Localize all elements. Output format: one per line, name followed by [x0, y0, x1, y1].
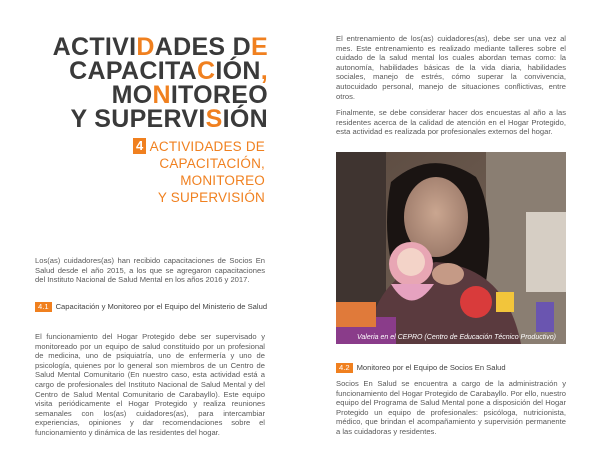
subsection-number-badge: 4.2 — [336, 363, 353, 373]
right-paragraph-2: Finalmente, se debe considerar hacer dos encuestas al año a las residentes acerca de la calidad de atención en el Hogar Protegido, esta actividad es realizada por profesionales externos del hogar. — [336, 108, 566, 137]
title-line-1: ACTIVIDADES DE — [52, 33, 268, 61]
subsection-label: Capacitación y Monitoreo por el Equipo del Ministerio de Salud — [55, 302, 268, 311]
title-line-2: CAPACITACIÓN, — [69, 57, 268, 85]
right-paragraph-1: El entrenamiento de los(as) cuidadores(as), debe ser una vez al mes. Este entrenamiento es realizado mediante talleres sobre el cuidado de la salud mental los cuales abordan temas como: la autonomía, habilidades básicas de la vida diaria, habilidades sociales, manejo de estrés, cómo superar la convivencia, autocuidado personal, manejo de situaciones conflictivas, entre otros. — [336, 34, 566, 101]
subsection-4-2-paragraph: Socios En Salud se encuentra a cargo de la administración y funcionamiento del Hogar Protegido de Carabayllo. Por ello, nuestro equipo del Programa de Salud Mental pone a disposición del Hogar Protegido un equipo de profesionales: psicóloga, nutricionista, médico, que brindan el acompañamiento y supervisión permanente a las cuidadoras y residentes. — [336, 379, 566, 436]
subsection-4-2-heading — [336, 363, 566, 373]
section-number-badge: 4 — [133, 138, 146, 154]
subsection-4-1-paragraph: El funcionamiento del Hogar Protegido debe ser supervisado y monitoreado por un equipo de salud constituido por un profesional de medicina, uno de psiquiatría, uno de enfermería y uno de psicología, quienes por lo general son miembros de un Centro de Salud Mental Comunitario (En nuestro caso, esta actividad está a cargo de profesionales del Instituto Nacional de Salud Mental y del Centro de Salud Mental Comunitario de Carabayllo). Este equipo visita periódicamente el Hogar Protegido y realiza reuniones semanales con los(as) cuidadores(as), para intercambiar experiencias, opiniones y dar recomendaciones sobre el funcionamiento y dinámica de las residentes del hogar. — [35, 332, 265, 437]
photo-illustration — [336, 152, 566, 344]
title-line-4: Y SUPERVISIÓN — [70, 105, 268, 133]
title-line-3: MONITOREO — [111, 81, 268, 109]
subsection-number-badge: 4.1 — [35, 302, 52, 312]
photo-woman-sewing — [336, 152, 566, 344]
page-title — [28, 35, 268, 131]
section-heading-text: 4 ACTIVIDADES DE CAPACITACIÓN, MONITOREO Y SUPERVISIÓN — [130, 138, 265, 206]
intro-paragraph: Los(as) cuidadores(as) han recibido capacitaciones de Socios En Salud desde el año 2015, a los que se agregaron capacitaciones del Instituto Nacional de Salud Mental en los años 2016 y 2017. — [35, 256, 265, 285]
subsection-4-1-heading — [35, 302, 270, 312]
subsection-label: Monitoreo por el Equipo de Socios En Salud — [356, 363, 506, 372]
photo-caption: Valeria en el CEPRO (Centro de Educación Técnico Productivo) — [357, 334, 556, 341]
